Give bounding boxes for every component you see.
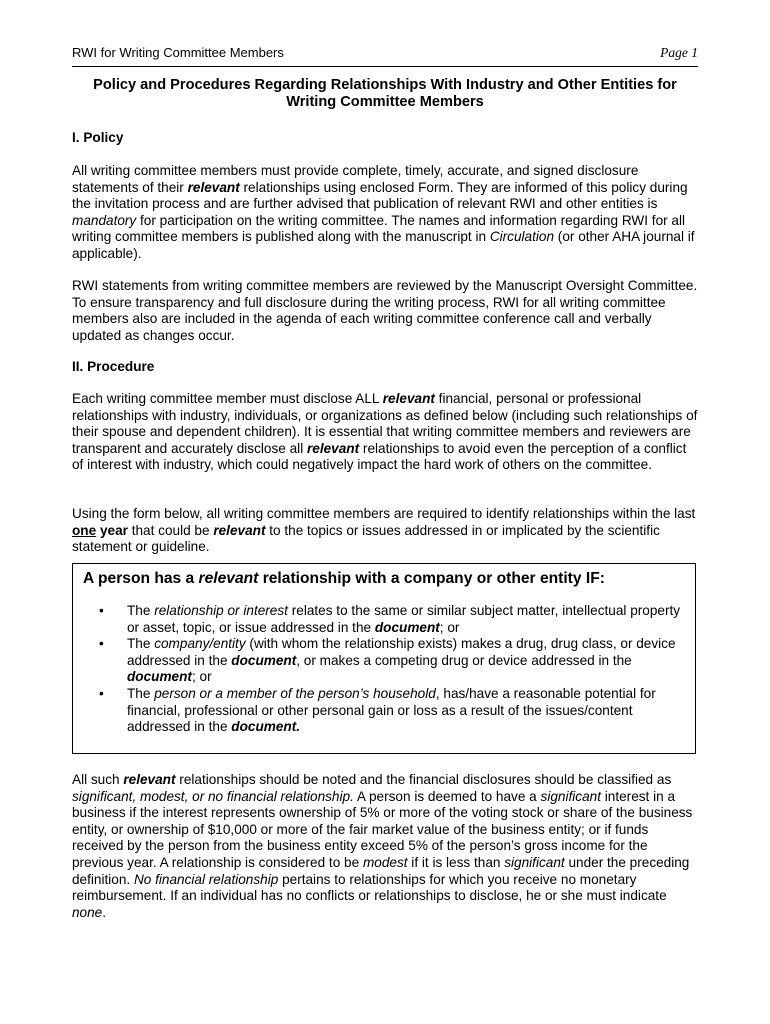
- document-title: [72, 77, 698, 111]
- list-item: • The company/entity (with whom the relationship exists) makes a drug, drug class, or device addressed in the document, or makes a competing drug or device addressed in the document; or: [99, 636, 676, 685]
- bullet-icon: •: [99, 636, 104, 652]
- bullet-icon: •: [99, 685, 104, 701]
- criteria-box-title: A person has a relevant relationship with a company or other entity IF:: [83, 570, 605, 587]
- classification-paragraph: All such relevant relationships should be noted and the financial disclosures should be classified as significant, modest, or no financial relationship. A person is deemed to have a significant interest in a business if the interest represents ownership of 5% or more of the voting stock or share of the business entity, or ownership of $10,000 or more of the fair market value of the business entity; or if funds received by the person from the business entity exceed 5% of the person’s gross income for the previous year. A relationship is considered to be modest if it is less than significant under the preceding definition. No financial relationship pertains to relationships for which you receive no monetary reimbursement. If an individual has no conflicts or relationships to disclose, he or she must indicate none.: [72, 772, 693, 920]
- title-line-2: Writing Committee Members: [286, 94, 484, 110]
- relevant-relationship-criteria-box: [72, 563, 696, 754]
- procedure-paragraph-1: Each writing committee member must disclose ALL relevant financial, personal or professional relationships with industry, individuals, or organizations as defined below (including such relationships of their spouse and dependent children). It is essential that writing committee members and reviewers are transparent and accurately disclose all relevant relationships to avoid even the perception of a conflict of interest with industry, which could negatively impact the hard work of others on the committee.: [72, 391, 698, 473]
- section-heading-procedure: II. Procedure: [72, 359, 155, 374]
- policy-paragraph-2: RWI statements from writing committee members are reviewed by the Manuscript Oversight Committee. To ensure transparency and full disclosure during the writing process, RWI for all writing committee members also are included in the agenda of each writing committee conference call and verbally updated as changes occur.: [72, 278, 698, 343]
- section-heading-policy: I. Policy: [72, 130, 124, 145]
- page-number: Page 1: [660, 45, 698, 60]
- page-header: [72, 44, 698, 67]
- criteria-list: [73, 603, 683, 736]
- list-item: • The relationship or interest relates to the same or similar subject matter, intellectual property or asset, topic, or issue addressed in the document; or: [99, 603, 681, 635]
- bullet-icon: •: [99, 603, 104, 618]
- procedure-paragraph-2: Using the form below, all writing committee members are required to identify relationships within the last one year that could be relevant to the topics or issues addressed in or implicated by the scientific statement or guideline.: [72, 506, 696, 555]
- list-item: • The person or a member of the person’s household, has/have a reasonable potential for financial, professional or other personal gain or loss as a result of the issues/content addressed in the document.: [99, 685, 656, 735]
- policy-paragraph-1: All writing committee members must provide complete, timely, accurate, and signed disclosure statements of their relevant relationships using enclosed Form. They are informed of this policy during the invitation process and are further advised that publication of relevant RWI and other entities is mandatory for participation on the writing committee. The names and information regarding RWI for all writing committee members is published along with the manuscript in Circulation (or other AHA journal if applicable).: [72, 163, 695, 261]
- header-document-name: RWI for Writing Committee Members: [72, 45, 284, 60]
- title-line-1: Policy and Procedures Regarding Relationships With Industry and Other Entities for: [93, 77, 677, 93]
